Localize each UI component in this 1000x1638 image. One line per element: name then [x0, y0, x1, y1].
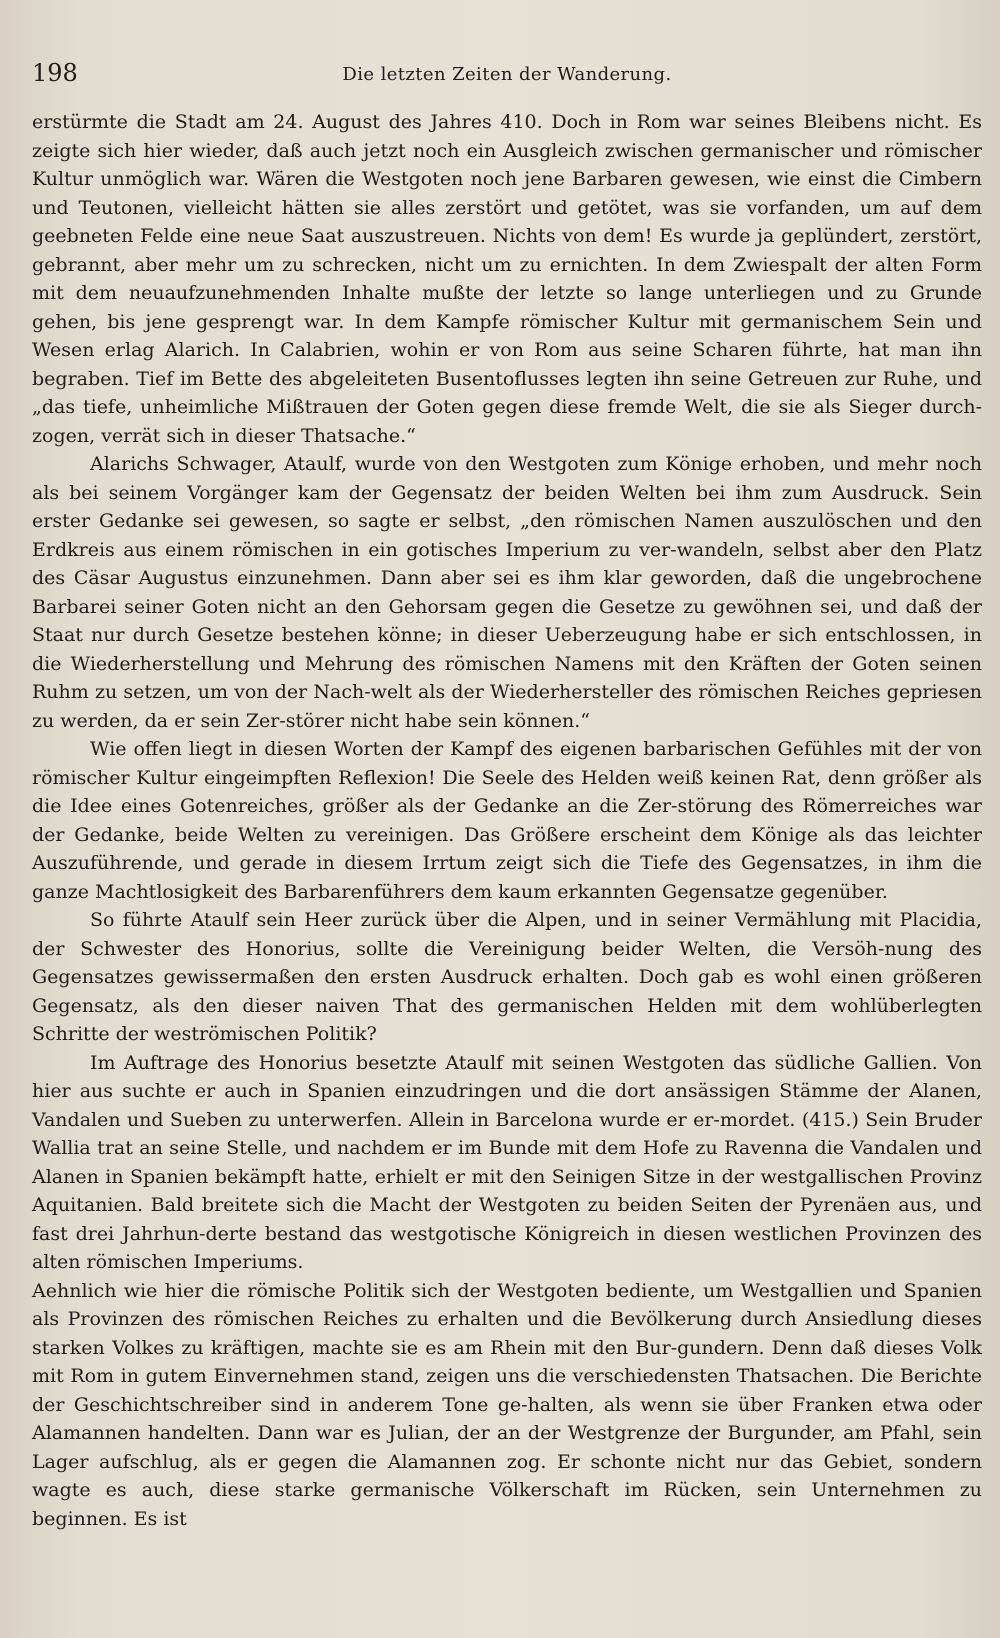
paragraph: Aehnlich wie hier die römische Politik sich der Westgoten bediente, um Westgallien und Spanien als Provinzen des römischen Reiches zu erhalten und die Bevölkerung durch Ansiedlung dieses starken Volkes zu kräftigen, machte sie es am Rhein mit den Bur-gundern. Denn daß dieses Volk mit Rom in gutem Einvernehmen stand, zeigen uns die verschiedensten Thatsachen. Die Berichte der Geschichtschreiber sind in anderem Tone ge-halten, als wenn sie über Franken etwa oder Alamannen handelten. Dann war es Julian, der an der Westgrenze der Burgunder, am Pfahl, sein Lager aufschlug, als er gegen die Alamannen zog. Er schonte nicht nur das Gebiet, sondern wagte es auch, diese starke germanische Völkerschaft im Rücken, sein Unternehmen zu beginnen. Es ist [32, 1279, 982, 1530]
paragraph: Im Auftrage des Honorius besetzte Ataulf mit seinen Westgoten das südliche Gallien. Von hier aus suchte er auch in Spanien einzudringen und die dort ansässigen Stämme der Alanen, Vandalen und Sueben zu unterwerfen. Allein in Barcelona wurde er er-mordet. (415.) Sein Bruder Wallia trat an seine Stelle, und nachdem er im Bunde mit dem Hofe zu Ravenna die Vandalen und Alanen in Spanien bekämpft hatte, erhielt er mit den Seinigen Sitze in der westgallischen Provinz Aquitanien. Bald breitete sich die Macht der Westgoten zu beiden Seiten der Pyrenäen aus, und fast drei Jahrhun-derte bestand das westgotische Königreich in diesen westlichen Provinzen des alten römischen Imperiums. [32, 1051, 982, 1273]
paragraph: erstürmte die Stadt am 24. August des Jahres 410. Doch in Rom war seines Bleibens nicht. Es zeigte sich hier wieder, daß auch jetzt noch ein Ausgleich zwischen germanischer und römischer Kultur unmöglich war. Wären die Westgoten noch jene Barbaren gewesen, wie einst die Cimbern und Teutonen, vielleicht hätten sie alles zerstört und getötet, was sie vorfanden, um auf dem geebneten Felde eine neue Saat auszustreuen. Nichts von dem! Es wurde ja geplündert, zerstört, gebrannt, aber mehr um zu schrecken, nicht um zu ernichten. In dem Zwiespalt der alten Form mit dem neuaufzunehmenden Inhalte mußte der letzte so lange unterliegen und zu Grunde gehen, bis jene gesprengt war. In dem Kampfe römischer Kultur mit germanischem Sein und Wesen erlag Alarich. In Calabrien, wohin er von Rom aus seine Scharen führte, hat man ihn begraben. Tief im Bette des abgeleiteten Busentoflusses legten ihn seine Getreuen zur Ruhe, und „das tiefe, unheimliche Mißtrauen der Goten gegen diese fremde Welt, die sie als Sieger durch-zogen, verrät sich in dieser Thatsache.“ [32, 111, 982, 447]
running-head [32, 58, 982, 92]
paragraph: Alarichs Schwager, Ataulf, wurde von den Westgoten zum Könige erhoben, und mehr noch als bei seinem Vorgänger kam der Gegensatz der beiden Welten bei ihm zum Ausdruck. Sein erster Gedanke sei gewesen, so sagte er selbst, „den römischen Namen auszulöschen und den Erdkreis aus einem römischen in ein gotisches Imperium zu ver-wandeln, selbst aber den Platz des Cäsar Augustus einzunehmen. Dann aber sei es ihm klar geworden, daß die ungebrochene Barbarei seiner Goten nicht an den Gehorsam gegen die Gesetze zu gewöhnen sei, und daß der Staat nur durch Gesetze bestehen könne; in dieser Ueberzeugung habe er sich entschlossen, in die Wiederherstellung und Mehrung des römischen Namens mit den Kräften der Goten seinen Ruhm zu setzen, um von der Nach-welt als der Wiederhersteller des römischen Reiches gepriesen zu werden, da er sein Zer-störer nicht habe sein können.“ [32, 453, 982, 732]
paragraph: Wie offen liegt in diesen Worten der Kampf des eigenen barbarischen Gefühles mit der von römischer Kultur eingeimpften Reflexion! Die Seele des Helden weiß keinen Rat, denn größer als die Idee eines Gotenreiches, größer als der Gedanke an die Zer-störung des Römerreiches war der Gedanke, beide Welten zu vereinigen. Das Größere erscheint dem Könige als das leichter Auszuführende, und gerade in diesem Irrtum zeigt sich die Tiefe des Gegensatzes, in ihm die ganze Machtlosigkeit des Barbarenführers dem kaum erkannten Gegensatze gegenüber. [32, 738, 982, 903]
body-text [32, 108, 982, 1533]
paragraph: So führte Ataulf sein Heer zurück über die Alpen, und in seiner Vermählung mit Placidia, der Schwester des Honorius, sollte die Vereinigung beider Welten, die Versöh-nung des Gegensatzes gewissermaßen den ersten Ausdruck erhalten. Doch gab es wohl einen größeren Gegensatz, als den dieser naiven That des germanischen Helden mit dem wohlüberlegten Schritte der weströmischen Politik? [32, 909, 982, 1045]
running-title: Die letzten Zeiten der Wanderung. [342, 64, 672, 85]
page-number: 198 [32, 59, 78, 87]
